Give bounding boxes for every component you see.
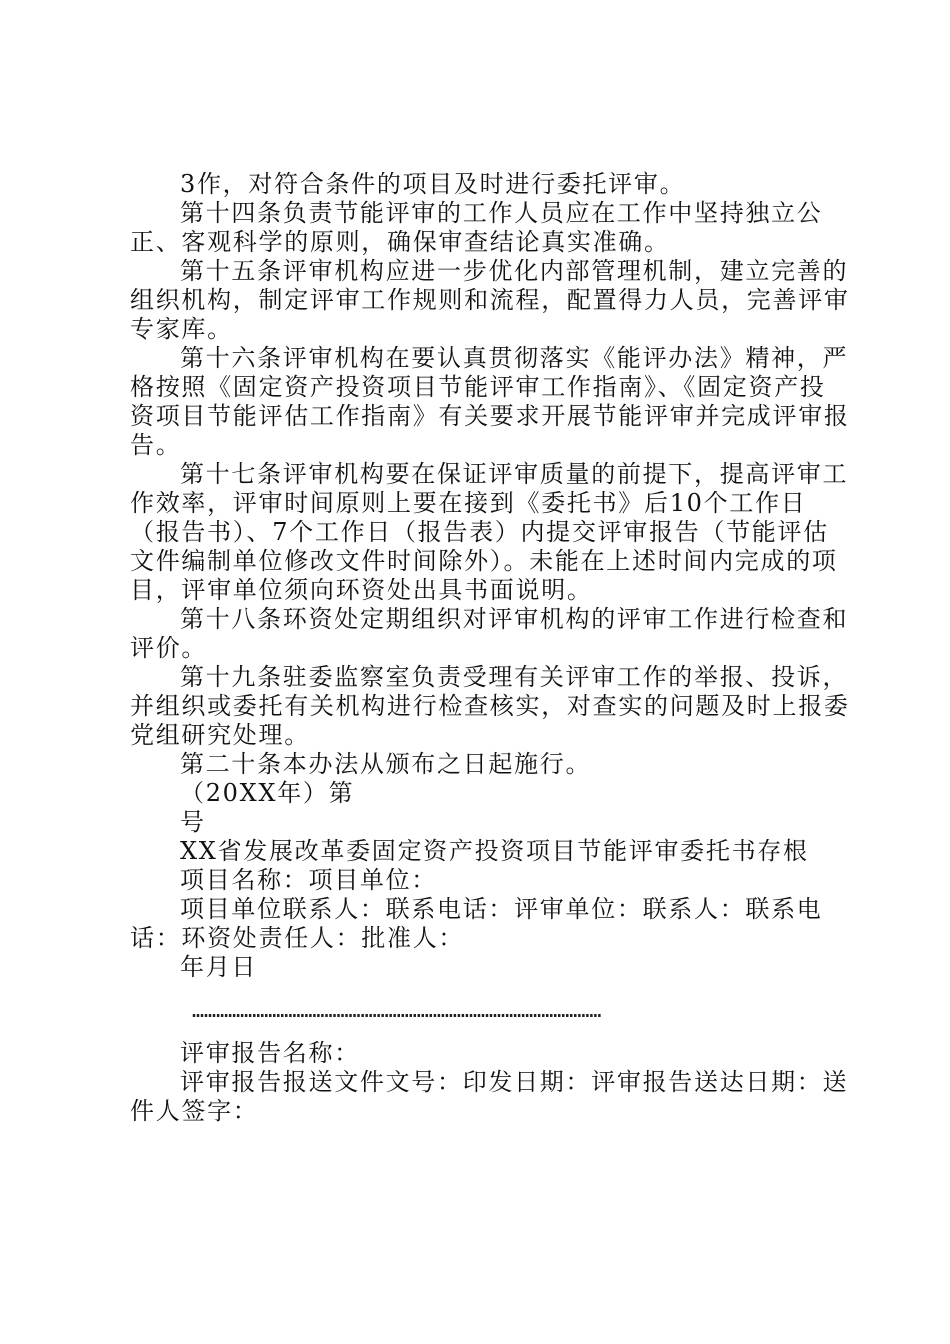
document-body [130,170,850,1126]
paragraph-continuation: 3作，对符合条件的项目及时进行委托评审。 [180,170,686,198]
article-18: 第十八条环资处定期组织对评审机构的评审工作进行检查和评价。 [130,605,849,662]
article-14: 第十四条负责节能评审的工作人员应在工作中坚持独立公正、客观科学的原则，确保审查结论真实准确。 [130,199,823,256]
document-number-year: （20XX年）第 [180,779,355,807]
document-number-suffix: 号 [180,808,206,836]
article-19: 第十九条驻委监察室负责受理有关评审工作的举报、投诉，并组织或委托有关机构进行检查核实，对查实的问题及时上报委党组研究处理。 [130,663,850,749]
contact-fields: 项目单位联系人：联系电话：评审单位：联系人：联系电话：环资处责任人：批准人： [130,895,823,952]
article-15: 第十五条评审机构应进一步优化内部管理机制，建立完善的组织机构，制定评审工作规则和流程，配置得力人员，完善评审专家库。 [130,257,850,343]
stub-title: XX省发展改革委固定资产投资项目节能评审委托书存根 [180,837,809,865]
date-line: 年月日 [180,953,258,981]
report-delivery-fields: 评审报告报送文件文号：印发日期：评审报告送达日期：送件人签字： [130,1068,849,1125]
report-name-field: 评审报告名称： [180,1039,360,1067]
cut-line-separator: ………………………………………………………………………………………… [192,998,602,1022]
project-name-field: 项目名称：项目单位： [180,866,437,894]
article-20: 第二十条本办法从颁布之日起施行。 [180,750,592,778]
article-16: 第十六条评审机构在要认真贯彻落实《能评办法》精神，严格按照《固定资产投资项目节能评审工作指南》、《固定资产投资项目节能评估工作指南》有关要求开展节能评审并完成评审报告。 [130,344,850,459]
article-17: 第十七条评审机构要在保证评审质量的前提下，提高评审工作效率，评审时间原则上要在接到《委托书》后10个工作日（报告书）、7个工作日（报告表）内提交评审报告（节能评估文件编制单位修改文件时间除外）。未能在上述时间内完成的项目，评审单位须向环资处出具书面说明。 [130,460,849,604]
